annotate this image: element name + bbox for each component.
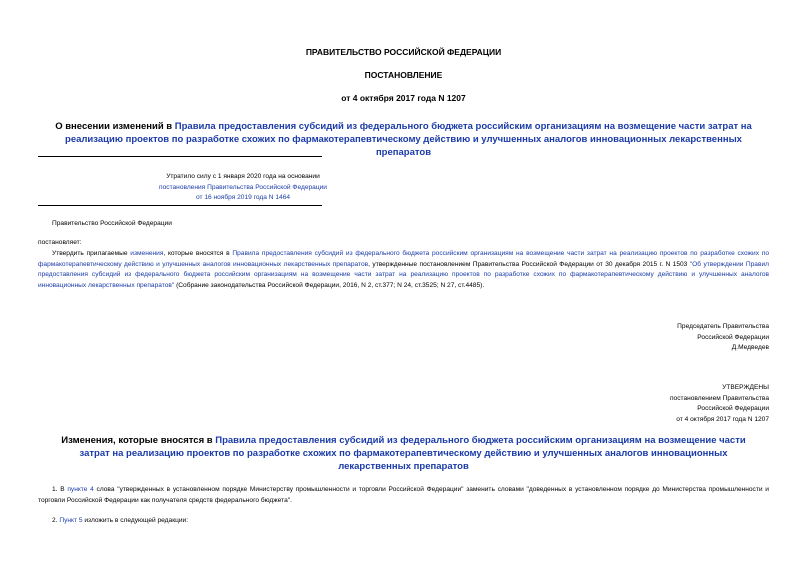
changes-title-rules-link[interactable]: Правила предоставления субсидий из федерального бюджета российским организациям на возмещение части затрат на реализацию проектов по разработке схожих по фармакотерапевтическому действию и улучшенных аналогов инновационных лекарственных препаратов [79, 435, 746, 472]
item-1-text: слова "утвержденных в установленном порядке Министерству промышленности и торговли Российской Федерации" заменить словами "доведенных в установленном порядке до Министерства промышленности и торговли Российской Федерации как получателя средств федерального бюджета". [38, 486, 769, 504]
approval-block [670, 383, 769, 425]
title-rules-link[interactable]: Правила предоставления субсидий из федерального бюджета российским организациям на возмещение части затрат на реализацию проектов по разработке схожих по фармакотерапевтическому действию и улучшенных аналогов инновационных лекарственных препаратов [65, 121, 752, 158]
decrees-label: постановляет: [38, 239, 82, 246]
decree-text-1: Утвердить прилагаемые [52, 250, 128, 257]
body-government: Правительство Российской Федерации [52, 220, 172, 227]
approval-heading: УТВЕРЖДЕНЫ [722, 384, 769, 391]
divider-top [38, 156, 322, 157]
expiry-decree-link[interactable]: постановления Правительства Российской Федерации [159, 183, 327, 191]
signature-position: Председатель Правительства [677, 323, 769, 330]
approval-line-3: Российской Федерации [697, 405, 769, 412]
expiry-note [38, 172, 448, 204]
item-2-text: изложить в следующей редакции: [84, 517, 189, 524]
clause-5-link[interactable]: Пункт 5 [59, 517, 83, 524]
divider-bottom [38, 205, 322, 206]
approval-line-2: постановлением Правительства [669, 394, 769, 402]
title-prefix: О внесении изменений в [55, 121, 173, 132]
changes-title [50, 434, 757, 473]
item-1-number: 1. В [52, 486, 65, 493]
item-2-number: 2. [52, 517, 58, 524]
changes-link[interactable]: изменения [130, 250, 164, 257]
approval-date: от 4 октября 2017 года N 1207 [676, 415, 769, 423]
decree-1503-link[interactable]: "Об утверждении Правил предоставления субсидий из федерального бюджета российским организациям на возмещение части затрат на реализацию проектов по разработке схожих по фармакотерапевтическому действию и улучшенных аналогов инновационных лекарственных препаратов" [38, 260, 769, 289]
document-date: от 4 октября 2017 года N 1207 [341, 93, 466, 103]
government-heading: ПРАВИТЕЛЬСТВО РОССИЙСКОЙ ФЕДЕРАЦИИ [305, 47, 502, 57]
rules-link[interactable]: Правила предоставления субсидий из федерального бюджета российским организациям на возмещение части затрат на реализацию проектов по разработке схожих по фармакотерапевтическому действию и улучшенных аналогов инновационных лекарственных препаратов [38, 250, 769, 268]
decree-text-4: (Собрание законодательства Российской Федерации, 2016, N 2, ст.377; N 24, ст.3525; N 27, ст.4485). [174, 281, 485, 289]
signature-country: Российской Федерации [697, 333, 769, 341]
change-item-1 [38, 485, 769, 506]
document-title [40, 120, 767, 159]
change-item-2 [52, 516, 188, 527]
signature-name: Д.Медведев [731, 344, 769, 351]
decree-text-2: , которые вносятся в [163, 250, 230, 257]
expiry-date-link[interactable]: от 16 ноября 2019 года N 1464 [195, 194, 291, 201]
decree-paragraph [38, 249, 769, 291]
changes-title-prefix: Изменения, которые вносятся в [61, 435, 213, 446]
document-type: ПОСТАНОВЛЕНИЕ [364, 70, 443, 80]
signature-block [677, 322, 769, 354]
clause-4-link[interactable]: пункте 4 [67, 486, 94, 493]
expiry-line: Утратило силу с 1 января 2020 года на основании [166, 173, 320, 180]
decree-text-3: , утвержденные постановлением Правительства Российской Федерации от 30 декабря 2015 г. N 1503 [368, 260, 688, 268]
